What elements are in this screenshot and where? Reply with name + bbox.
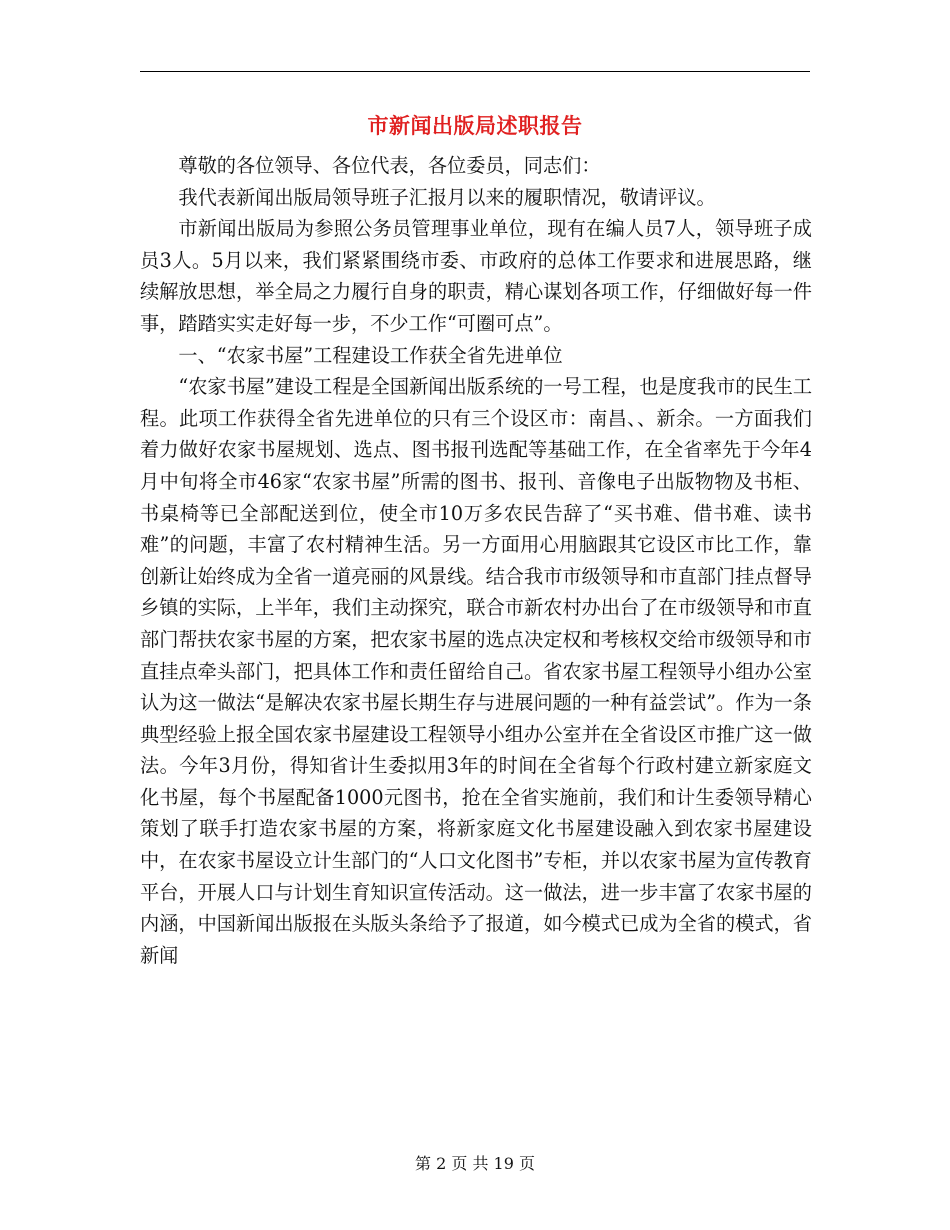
section-heading-1: 一、“农家书屋”工程建设工作获全省先进单位 — [178, 343, 563, 367]
document-body — [140, 150, 812, 971]
page-footer: 第 2 页 共 19 页 — [415, 1154, 535, 1173]
document-title: 市新闻出版局述职报告 — [367, 113, 583, 138]
overview-paragraph: 市新闻出版局为参照公务员管理事业单位，现有在编人员7人，领导班子成员3人。5月以来，我们紧紧围绕市委、市政府的总体工作要求和进展思路，继续解放思想，举全局之力履行自身的职责，精心谋划各项工作，仔细做好每一件事，踏踏实实走好每一步，不少工作“可圈可点”。 — [140, 217, 812, 335]
header-rule — [140, 71, 810, 72]
section-1-paragraph: “农家书屋”建设工程是全国新闻出版系统的一号工程，也是度我市的民生工程。此项工作获得全省先进单位的只有三个设区市：南昌、、新余。一方面我们着力做好农家书屋规划、选点、图书报刊选配等基础工作，在全省率先于今年4月中旬将全市46家“农家书屋”所需的图书、报刊、音像电子出版物物及书柜、书桌椅等已全部配送到位，使全市10万多农民告辞了“买书难、借书难、读书难”的问题，丰富了农村精神生活。另一方面用心用脑跟其它设区市比工作，靠创新让始终成为全省一道亮丽的风景线。结合我市市级领导和市直部门挂点督导乡镇的实际，上半年，我们主动探究，联合市新农村办出台了在市级领导和市直部门帮扶农家书屋的方案，把农家书屋的选点决定权和考核权交给市级领导和市直挂点牵头部门，把具体工作和责任留给自己。省农家书屋工程领导小组办公室认为这一做法“是解决农家书屋长期生存与进展问题的一种有益尝试”。作为一条典型经验上报全国农家书屋建设工程领导小组办公室并在全省设区市推广这一做法。今年3月份，得知省计生委拟用3年的时间在全省每个行政村建立新家庭文化书屋，每个书屋配备1000元图书，抢在全省实施前，我们和计生委领导精心策划了联手打造农家书屋的方案，将新家庭文化书屋建设融入到农家书屋建设中，在农家书屋设立计生部门的“人口文化图书”专柜，并以农家书屋为宣传教育平台，开展人口与计划生育知识宣传活动。这一做法，进一步丰富了农家书屋的内涵，中国新闻出版报在头版头条给予了报道，如今模式已成为全省的模式，省新闻 — [140, 375, 813, 967]
intro-paragraph: 我代表新闻出版局领导班子汇报月以来的履职情况，敬请评议。 — [178, 185, 716, 209]
salutation-paragraph: 尊敬的各位领导、各位代表，各位委员，同志们： — [178, 154, 601, 177]
